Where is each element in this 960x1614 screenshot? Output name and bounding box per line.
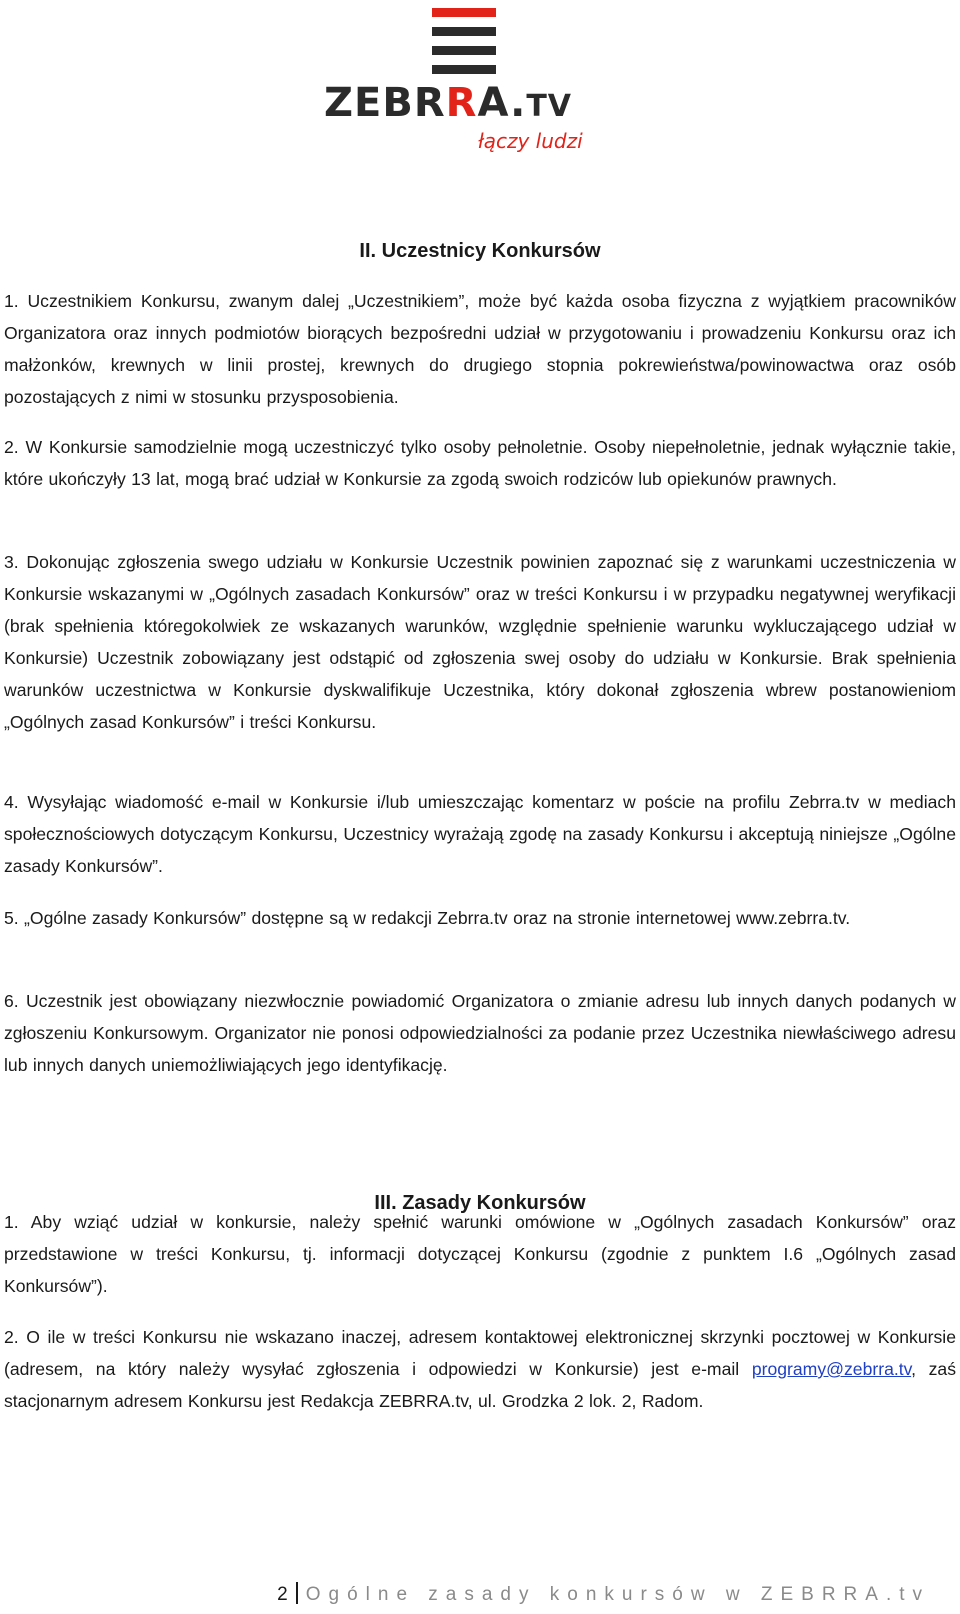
paragraph-3-2-text-end: , zaś stacjonarnym adresem Konkursu jest Redakcja ZEBRRA.tv, ul. Grodzka 2 lok. 2, Radom. [4,1359,957,1411]
logo-stripe-red [432,8,496,17]
section-heading-participants: II. Uczestnicy Konkursów [359,240,601,262]
section-heading-rules: III. Zasady Konkursów [374,1192,586,1214]
logo-stripe-3 [432,65,496,74]
footer-text: Ogólne zasady konkursów w ZEBRRA.tv [305,1584,930,1605]
page-footer [277,1580,930,1610]
logo-stripe-2 [432,46,496,55]
zebrra-logo-graphic [320,6,620,156]
paragraph-3-1: 1. Aby wziąć udział w konkursie, należy spełnić warunki omówione w „Ogólnych zasadach Konkursów” oraz przedstawione w treści Konkursu, tj. informacji dotyczącej Konkursu (zgodnie z punktem I.6 „Ogólnych zasad Konkursów”). [4,1212,956,1296]
paragraph-2-2: 2. W Konkursie samodzielnie mogą uczestniczyć tylko osoby pełnoletnie. Osoby niepełnoletnie, jednak wyłącznie takie, które ukończyły 13 lat, mogą brać udział w Konkursie za zgodą swoich rodziców lub opiekunów prawnych. [4,437,956,489]
page-number: 2 [277,1584,288,1605]
paragraph-3-2 [4,1321,956,1417]
contact-email-link[interactable]: programy@zebrra.tv [751,1359,912,1379]
paragraph-2-3: 3. Dokonując zgłoszenia swego udziału w Konkursie Uczestnik powinien zapoznać się z warunkami uczestniczenia w Konkursie wskazanymi w „Ogólnych zasadach Konkursów” oraz w treści Konkursu i w przypadku negatywnej weryfikacji (brak spełnienia któregokolwiek ze wskazanych warunków, względnie spełnienie warunku wykluczającego udział w Konkursie) Uczestnik zobowiązany jest odstąpić od zgłoszenia swej osoby do udziału w Konkursie. Brak spełnienia warunków uczestnictwa w Konkursie dyskwalifikuje Uczestnika, który dokonał zgłoszenia wbrew postanowieniom „Ogólnych zasad Konkursów” i treści Konkursu. [4,552,956,732]
footer-separator [296,1582,298,1604]
paragraph-2-1: 1. Uczestnikiem Konkursu, zwanym dalej „Uczestnikiem”, może być każda osoba fizyczna z wyjątkiem pracowników Organizatora oraz innych podmiotów biorących bezpośredni udział w przygotowaniu i prowadzeniu Konkursu oraz ich małżonków, krewnych w linii prostej, krewnych do drugiego stopnia pokrewieństwa/powinowactwa oraz osób pozostających z nimi w stosunku przysposobienia. [4,291,956,407]
paragraph-2-4: 4. Wysyłając wiadomość e-mail w Konkursie i/lub umieszczając komentarz w poście na profilu Zebrra.tv w mediach społecznościowych dotyczącym Konkursu, Uczestnicy wyrażają zgodę na zasady Konkursu i akceptują niniejsze „Ogólne zasady Konkursów”. [4,792,956,876]
logo-tagline: łączy ludzi [478,129,583,153]
paragraph-2-5: 5. „Ogólne zasady Konkursów” dostępne są w redakcji Zebrra.tv oraz na stronie internetowej www.zebrra.tv. [4,908,851,928]
paragraph-2-6: 6. Uczestnik jest obowiązany niezwłocznie powiadomić Organizatora o zmianie adresu lub innych danych podanych w zgłoszeniu Konkursowym. Organizator nie ponosi odpowiedzialności za podanie przez Uczestnika niewłaściwego adresu lub innych danych uniemożliwiających jego identyfikację. [4,991,956,1075]
logo-stripe-1 [432,27,496,36]
paragraph-3-2-text-start: 2. O ile w treści Konkursu nie wskazano inaczej, adresem kontaktowej elektronicznej skrzynki pocztowej w Konkursie (adresem, na który należy wysyłać zgłoszenia i odpowiedzi w Konkursie) jest e-mail [4,1327,956,1379]
logo-wordmark: ZEBRRA.TV [324,80,573,126]
zebrra-logo [320,6,620,156]
